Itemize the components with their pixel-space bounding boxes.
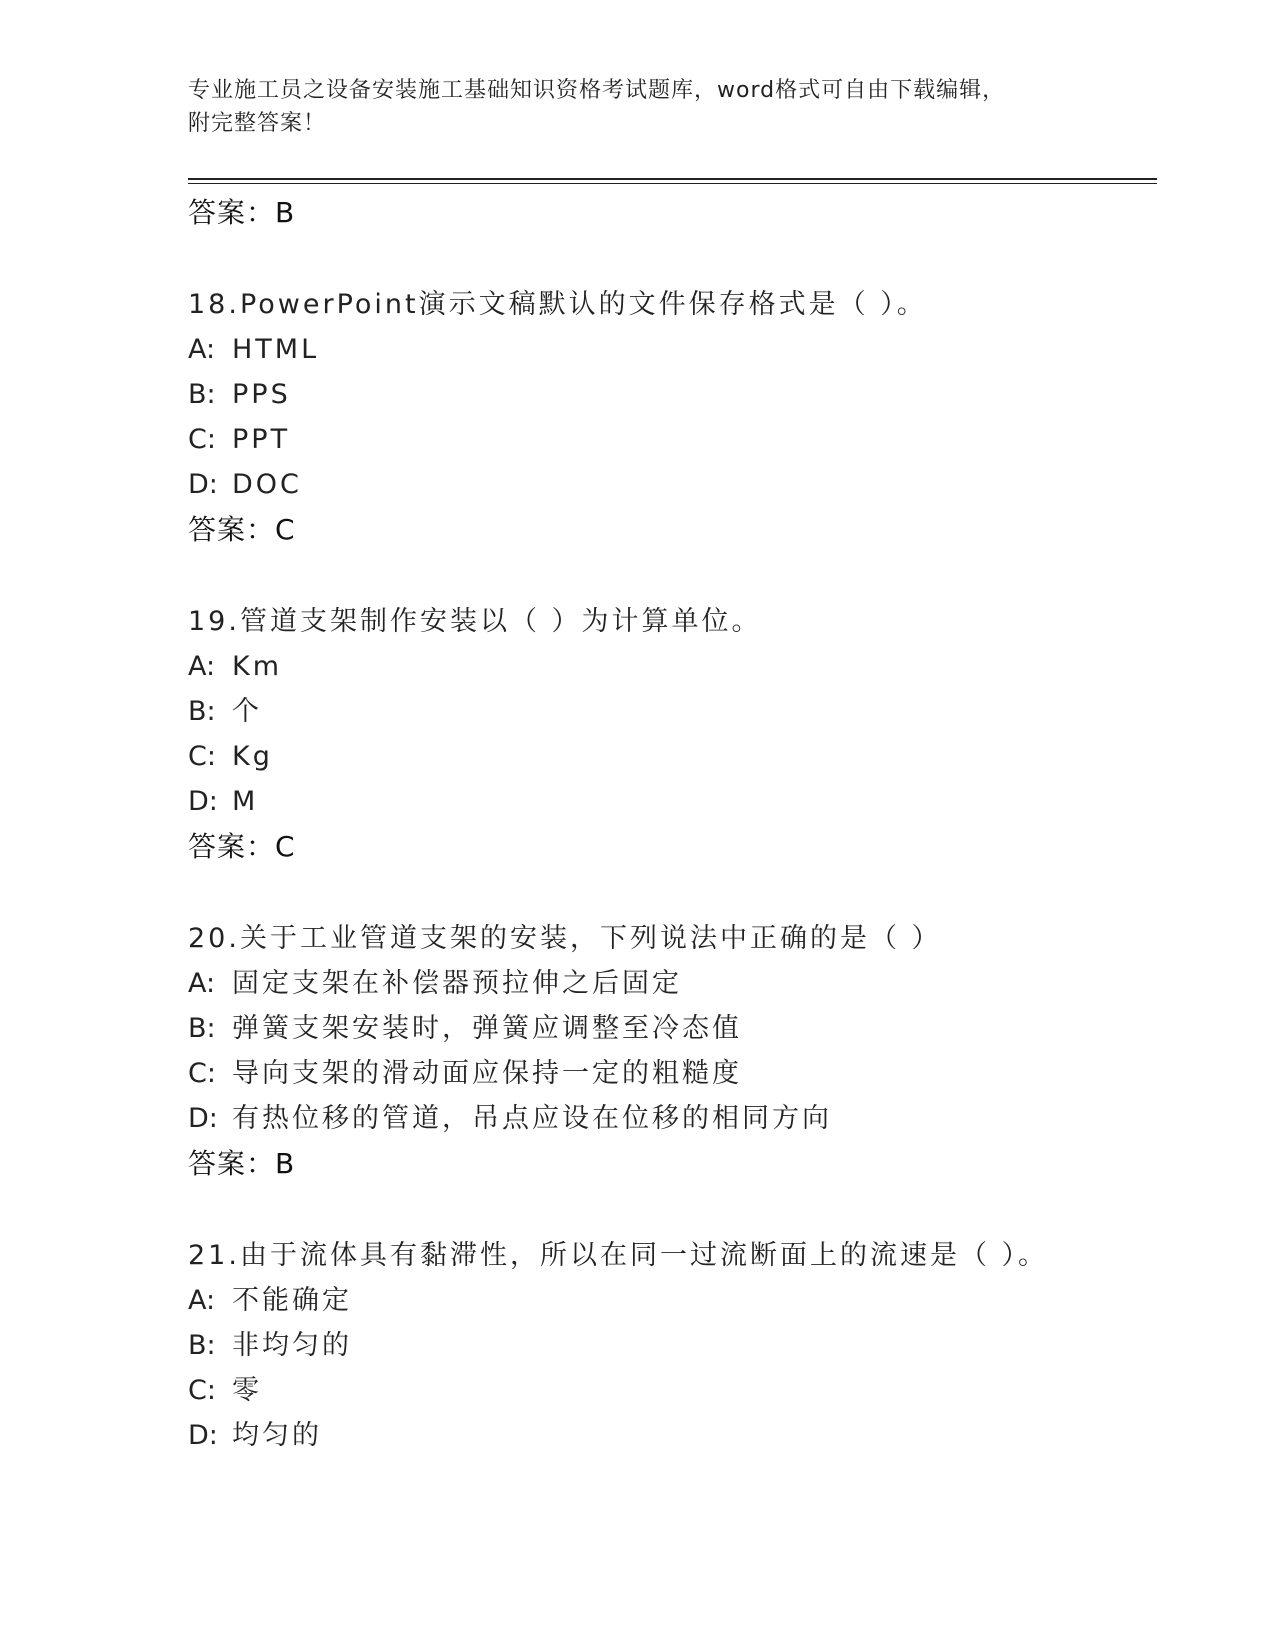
option-label: C: xyxy=(188,424,216,455)
question-stem: 19.管道支架制作安装以（ ）为计算单位。 xyxy=(188,606,762,637)
question-list xyxy=(188,190,1148,1458)
option-c xyxy=(188,734,1148,779)
option-label: D: xyxy=(188,1420,218,1451)
option-d xyxy=(188,462,1148,507)
option-label: C: xyxy=(188,1058,216,1089)
option-c xyxy=(188,1051,1148,1096)
option-label: A: xyxy=(188,968,216,999)
option-c xyxy=(188,1368,1148,1413)
option-text: 弹簧支架安装时，弹簧应调整至冷态值 xyxy=(232,1013,742,1044)
option-label: C: xyxy=(188,741,216,772)
option-text: PPS xyxy=(232,379,291,410)
option-label: D: xyxy=(188,469,218,500)
header-line-2: 附完整答案！ xyxy=(188,111,327,136)
option-label: B: xyxy=(188,696,216,727)
option-text: 导向支架的滑动面应保持一定的粗糙度 xyxy=(232,1058,742,1089)
answer-line: 答案：C xyxy=(188,513,296,546)
question-stem: 18.PowerPoint演示文稿默认的文件保存格式是（ ）。 xyxy=(188,289,927,320)
answer-line: 答案：B xyxy=(188,1147,296,1180)
option-text: 个 xyxy=(232,696,262,727)
option-text: 非均匀的 xyxy=(232,1330,352,1361)
option-b xyxy=(188,689,1148,734)
option-label: B: xyxy=(188,1330,216,1361)
option-d xyxy=(188,1096,1148,1141)
option-b xyxy=(188,372,1148,417)
option-d xyxy=(188,779,1148,824)
option-text: 不能确定 xyxy=(232,1285,352,1316)
option-a xyxy=(188,961,1148,1006)
option-a xyxy=(188,644,1148,689)
option-text: HTML xyxy=(232,334,320,365)
option-label: A: xyxy=(188,651,216,682)
option-label: B: xyxy=(188,1013,216,1044)
option-a xyxy=(188,1278,1148,1323)
header-line-1: 专业施工员之设备安装施工基础知识资格考试题库，word格式可自由下载编辑， xyxy=(188,78,1006,103)
option-label: D: xyxy=(188,786,218,817)
option-text: 零 xyxy=(232,1375,262,1406)
question-20 xyxy=(188,916,1148,1187)
question-stem: 21.由于流体具有黏滞性，所以在同一过流断面上的流速是（ ）。 xyxy=(188,1240,1049,1271)
question-19 xyxy=(188,599,1148,870)
option-text: 均匀的 xyxy=(232,1420,322,1451)
document-header xyxy=(188,74,1088,140)
option-a xyxy=(188,327,1148,372)
option-text: Kg xyxy=(232,741,273,772)
option-label: C: xyxy=(188,1375,216,1406)
option-text: M xyxy=(232,786,259,817)
option-label: B: xyxy=(188,379,216,410)
option-d xyxy=(188,1413,1148,1458)
header-divider xyxy=(188,178,1157,184)
option-c xyxy=(188,417,1148,462)
question-stem: 20.关于工业管道支架的安装，下列说法中正确的是（ ） xyxy=(188,923,942,954)
option-b xyxy=(188,1323,1148,1368)
option-label: A: xyxy=(188,1285,216,1316)
option-text: PPT xyxy=(232,424,291,455)
answer-line: 答案：C xyxy=(188,830,296,863)
option-label: A: xyxy=(188,334,216,365)
option-text: DOC xyxy=(232,469,302,500)
option-label: D: xyxy=(188,1103,218,1134)
question-18 xyxy=(188,282,1148,553)
question-21 xyxy=(188,1233,1148,1458)
option-text: Km xyxy=(232,651,283,682)
option-text: 固定支架在补偿器预拉伸之后固定 xyxy=(232,968,682,999)
answer-line: 答案：B xyxy=(188,196,296,229)
option-text: 有热位移的管道，吊点应设在位移的相同方向 xyxy=(232,1103,832,1134)
option-b xyxy=(188,1006,1148,1051)
